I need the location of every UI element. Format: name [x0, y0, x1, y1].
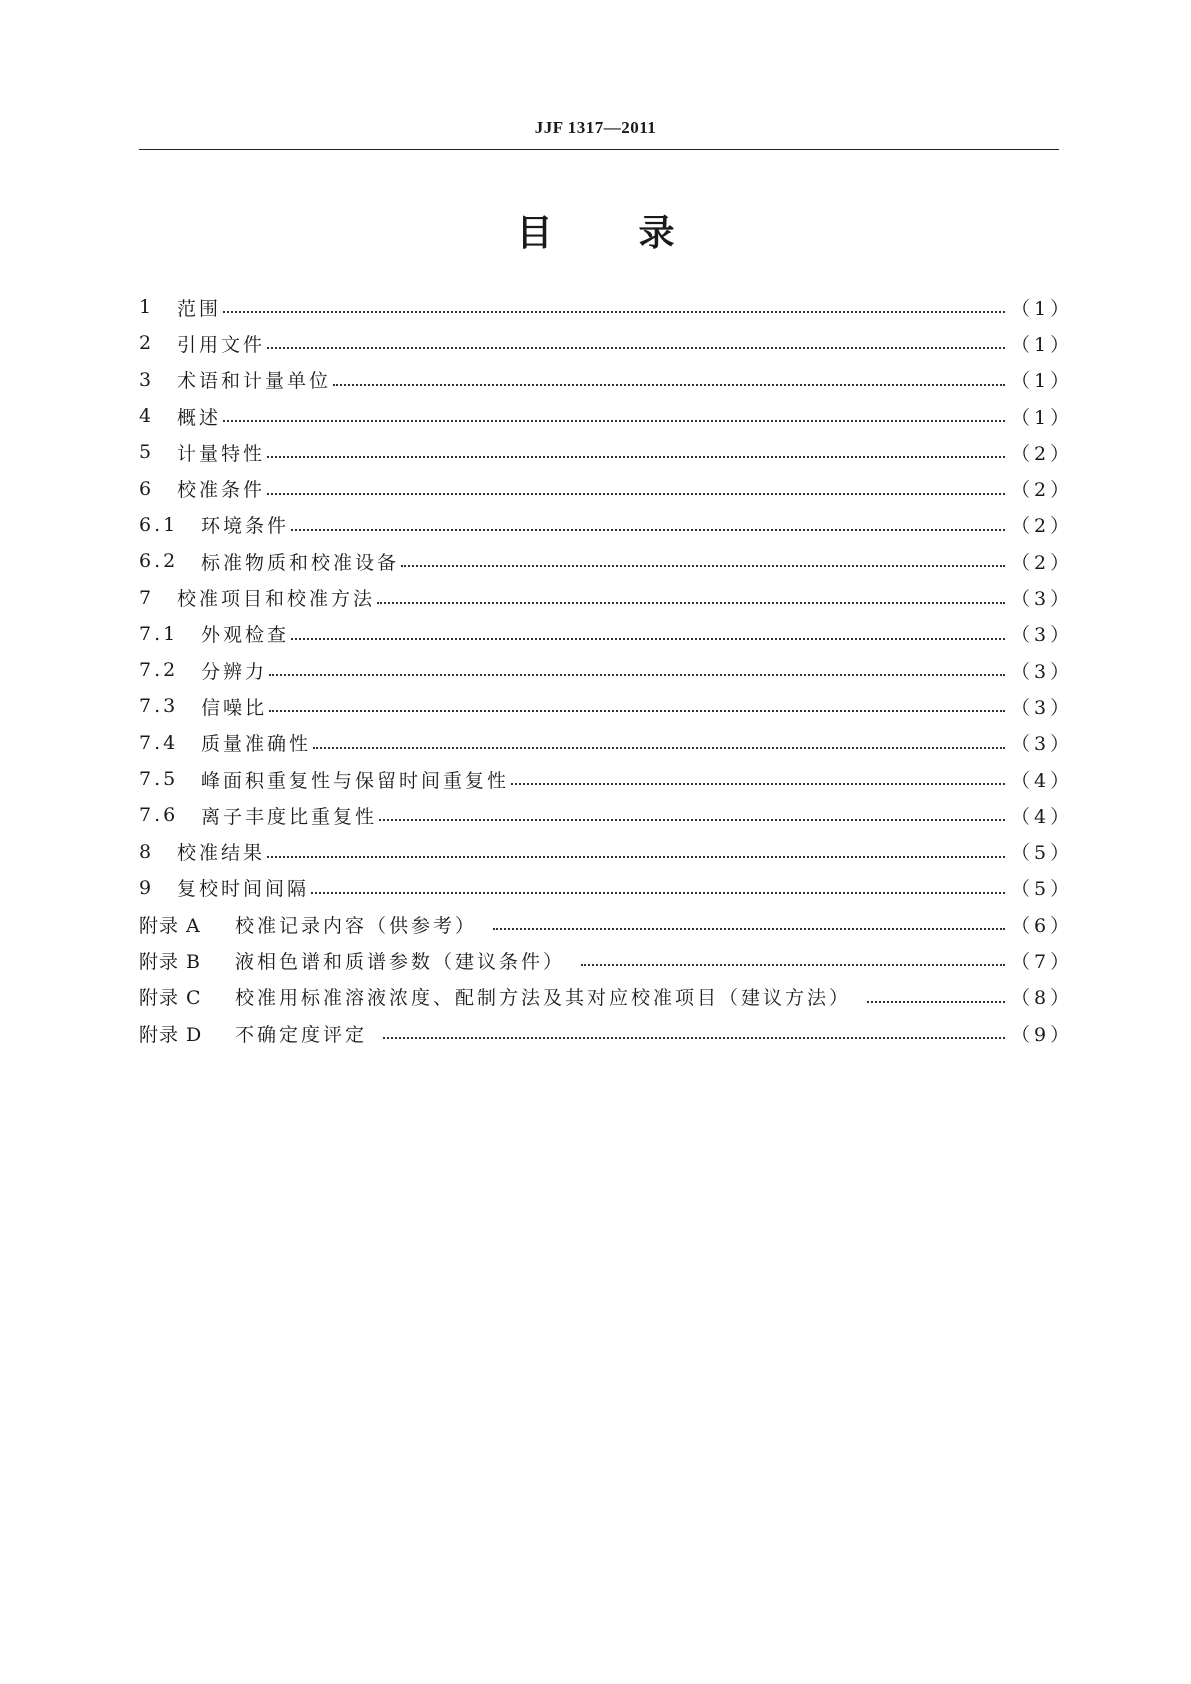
toc-entry[interactable]	[139, 725, 1074, 761]
toc-entry-number: 2	[139, 332, 155, 355]
toc-entry-page: （4）	[1011, 805, 1074, 828]
title-char-1: 目	[516, 213, 553, 254]
toc-entry-leader-dots	[313, 747, 1005, 749]
toc-entry-leader-dots	[267, 856, 1005, 858]
toc-entry-page: （9）	[1011, 1023, 1074, 1046]
header-rule	[139, 149, 1059, 150]
toc-entry-number: 附录 A	[139, 914, 201, 937]
toc-entry-page: （2）	[1011, 442, 1074, 465]
toc-entry-title: 校准条件	[177, 479, 266, 502]
toc-entry-title: 概述	[177, 406, 222, 429]
toc-entry-title: 质量准确性	[201, 733, 312, 756]
toc-entry-number: 8	[139, 840, 155, 863]
toc-entry[interactable]	[139, 289, 1074, 325]
toc-entry-page: （3）	[1011, 733, 1074, 756]
toc-entry-number: 附录 B	[139, 950, 202, 973]
toc-entry-number: 附录 C	[139, 987, 202, 1010]
toc-entry[interactable]	[139, 325, 1074, 361]
toc-entry-page: （3）	[1011, 624, 1074, 647]
toc-entry-title: 校准结果	[177, 842, 266, 865]
toc-entry-title: 校准项目和校准方法	[177, 588, 376, 611]
toc-entry-leader-dots	[269, 710, 1005, 712]
toc-entry-leader-dots	[401, 565, 1005, 567]
page-title	[0, 205, 1191, 256]
toc-entry[interactable]	[139, 362, 1074, 398]
toc-entry-number: 6.1	[139, 513, 179, 536]
toc-entry-number: 4	[139, 405, 155, 428]
toc-entry-leader-dots	[493, 928, 1005, 930]
toc-entry-page: （2）	[1011, 479, 1074, 502]
toc-entry-number: 7.3	[139, 695, 179, 718]
toc-entry-number: 7.5	[139, 768, 179, 790]
toc-entry-page: （1）	[1011, 370, 1074, 393]
toc-entry-number: 7.2	[139, 659, 179, 682]
toc-entry[interactable]	[139, 870, 1074, 906]
toc-entry-leader-dots	[267, 456, 1005, 458]
toc-entry-number: 9	[139, 876, 155, 899]
toc-entry-leader-dots	[291, 529, 1005, 531]
toc-entry-leader-dots	[867, 1001, 1005, 1003]
toc-entry[interactable]	[139, 579, 1074, 615]
toc-entry-page: （7）	[1011, 950, 1074, 973]
toc-entry[interactable]	[139, 652, 1074, 688]
toc-entry-page: （5）	[1011, 878, 1074, 901]
toc-entry-number: 6	[139, 477, 155, 500]
toc-entry[interactable]	[139, 797, 1074, 833]
toc-entry-leader-dots	[333, 384, 1005, 386]
toc-entry[interactable]	[139, 507, 1074, 543]
toc-entry[interactable]	[139, 761, 1074, 797]
toc-entry-leader-dots	[383, 1037, 1005, 1039]
toc-entry-page: （3）	[1011, 660, 1074, 683]
toc-entry[interactable]	[139, 1015, 1074, 1051]
toc-entry-leader-dots	[311, 892, 1005, 894]
toc-entry[interactable]	[139, 616, 1074, 652]
toc-entry-leader-dots	[377, 602, 1005, 604]
toc-entry-page: （4）	[1011, 769, 1074, 792]
toc-entry-title: 液相色谱和质谱参数（建议条件）	[235, 950, 566, 973]
title-char-2: 录	[638, 213, 675, 254]
toc-entry[interactable]	[139, 434, 1074, 470]
toc-entry-leader-dots	[267, 347, 1005, 349]
toc-entry-title: 离子丰度比重复性	[201, 805, 378, 828]
toc-entry[interactable]	[139, 833, 1074, 869]
toc-entry-leader-dots	[379, 819, 1005, 821]
toc-entry-title: 引用文件	[177, 333, 266, 356]
toc-entry-page: （3）	[1011, 696, 1074, 719]
toc-entry-title: 不确定度评定	[235, 1023, 368, 1046]
toc-entry-leader-dots	[223, 311, 1005, 313]
toc-entry-number: 附录 D	[139, 1023, 203, 1046]
toc-entry-title: 计量特性	[177, 442, 266, 465]
toc-entry-leader-dots	[291, 638, 1005, 640]
toc-entry-number: 1	[139, 296, 155, 319]
toc-entry-number: 7.6	[139, 804, 179, 827]
toc-entry-leader-dots	[267, 493, 1005, 495]
toc-entry-title: 峰面积重复性与保留时间重复性	[201, 769, 510, 792]
toc-entry-title: 分辨力	[201, 660, 268, 683]
toc-entry-page: （1）	[1011, 333, 1074, 356]
toc-entry[interactable]	[139, 688, 1074, 724]
toc-entry[interactable]	[139, 398, 1074, 434]
toc-entry-page: （8）	[1011, 987, 1074, 1010]
toc-entry-number: 7.4	[139, 731, 179, 754]
toc-entry-page: （1）	[1011, 297, 1074, 320]
table-of-contents	[139, 289, 1074, 1051]
toc-entry-leader-dots	[511, 783, 1005, 785]
toc-entry-page: （1）	[1011, 406, 1074, 429]
toc-entry[interactable]	[139, 470, 1074, 506]
toc-entry-leader-dots	[581, 964, 1005, 966]
toc-entry-number: 7.1	[139, 622, 179, 645]
toc-entry-page: （3）	[1011, 588, 1074, 611]
document-code: JJF 1317—2011	[534, 118, 657, 137]
toc-entry-leader-dots	[223, 420, 1005, 422]
toc-entry-title: 环境条件	[201, 515, 290, 538]
toc-entry-page: （2）	[1011, 515, 1074, 538]
toc-entry-title: 范围	[177, 297, 222, 320]
toc-entry[interactable]	[139, 906, 1074, 942]
toc-entry[interactable]	[139, 543, 1074, 579]
toc-entry-number: 7	[139, 586, 155, 609]
toc-entry-title: 校准用标准溶液浓度、配制方法及其对应校准项目（建议方法）	[235, 987, 852, 1010]
toc-entry[interactable]	[139, 979, 1074, 1015]
toc-entry-number: 3	[139, 368, 155, 391]
toc-entry-title: 复校时间间隔	[177, 878, 310, 901]
toc-entry[interactable]	[139, 942, 1074, 978]
toc-entry-number: 5	[139, 441, 155, 464]
toc-entry-title: 外观检查	[201, 624, 290, 647]
toc-entry-leader-dots	[269, 674, 1005, 676]
toc-entry-title: 校准记录内容（供参考）	[235, 914, 478, 937]
toc-entry-title: 标准物质和校准设备	[201, 551, 400, 574]
toc-entry-page: （6）	[1011, 914, 1074, 937]
toc-entry-number: 6.2	[139, 550, 179, 573]
toc-entry-title: 信噪比	[201, 696, 268, 719]
toc-entry-page: （5）	[1011, 842, 1074, 865]
toc-entry-title: 术语和计量单位	[177, 370, 332, 393]
toc-entry-page: （2）	[1011, 551, 1074, 574]
